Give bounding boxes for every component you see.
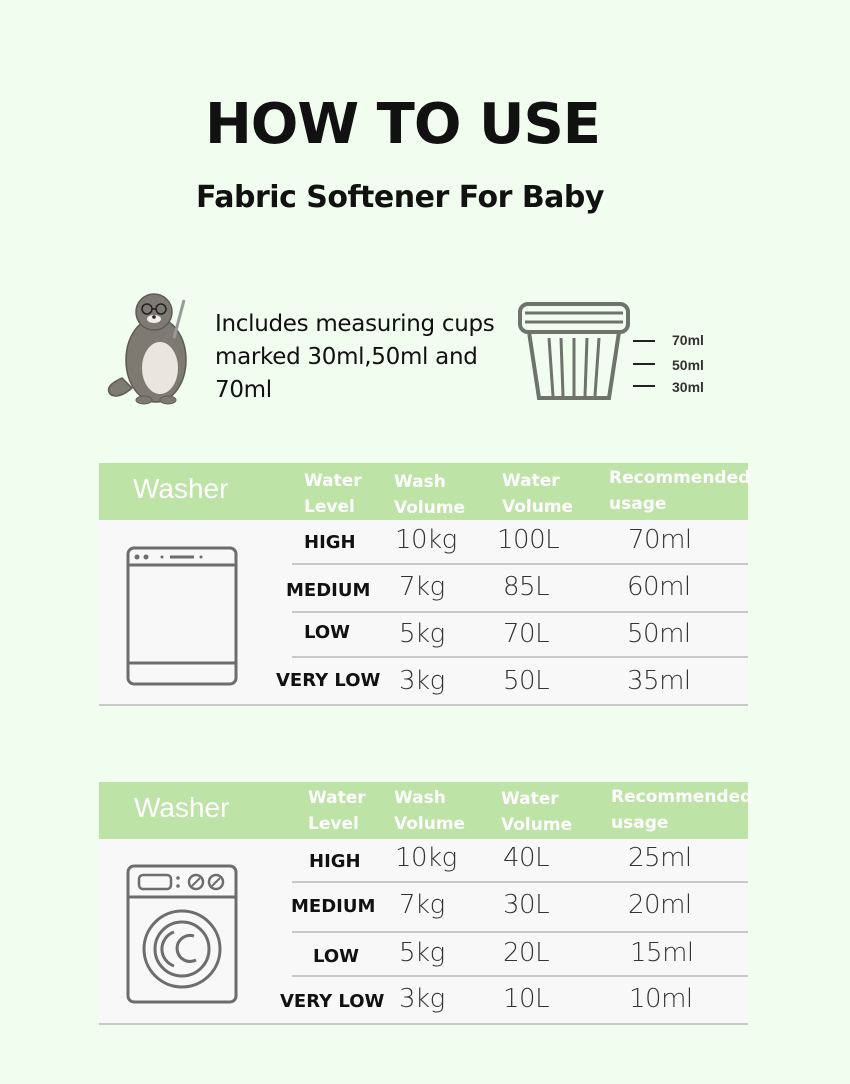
header-wash-volume: Wash Volume <box>394 788 466 834</box>
front-loader-usage-table <box>99 782 753 1027</box>
measuring-cup-icon <box>515 298 660 408</box>
row-water: 10L <box>503 984 550 1014</box>
row-wash: 5kg <box>399 938 445 968</box>
row-usage: 20ml <box>628 890 692 920</box>
measuring-cup-description: Includes measuring cups marked 30ml,50ml and 70ml <box>215 311 495 403</box>
row-water: 30L <box>503 890 550 920</box>
row-wash: 7kg <box>399 890 445 920</box>
row-level: VERY LOW <box>280 991 385 1012</box>
row-usage: 25ml <box>628 843 692 873</box>
row-water: 20L <box>503 938 550 968</box>
row-usage: 50ml <box>627 619 691 649</box>
table-header <box>99 463 751 520</box>
row-wash: 3kg <box>399 666 445 696</box>
row-wash: 7kg <box>399 572 445 602</box>
row-level: VERY LOW <box>276 670 381 691</box>
front-loader-washer-icon <box>126 864 238 1004</box>
header-washer: Washer <box>134 792 230 823</box>
row-level: LOW <box>304 622 350 643</box>
row-usage: 15ml <box>630 938 694 968</box>
table-body <box>99 520 748 706</box>
top-loader-washer-icon <box>126 546 238 686</box>
row-water: 100L <box>497 525 560 555</box>
header-recommended-usage: Recommended usage <box>611 787 753 833</box>
cup-mark-50: 50ml <box>672 357 704 373</box>
cup-mark-70: 70ml <box>672 332 704 348</box>
row-wash: 3kg <box>399 984 445 1014</box>
header-water-level: Water Level <box>304 471 362 517</box>
row-level: HIGH <box>309 851 361 872</box>
row-wash: 10kg <box>395 843 457 873</box>
page-title: HOW TO USE <box>204 92 601 157</box>
header-washer: Washer <box>133 473 229 504</box>
row-usage: 70ml <box>628 525 692 555</box>
row-water: 70L <box>503 619 550 649</box>
header-water-level: Water Level <box>308 788 366 834</box>
header-water-volume: Water Volume <box>502 471 574 517</box>
top-loader-usage-table <box>99 463 751 708</box>
row-level: HIGH <box>304 532 356 553</box>
header-wash-volume: Wash Volume <box>394 472 466 518</box>
cup-mark-30: 30ml <box>672 379 704 395</box>
page-subtitle: Fabric Softener For Baby <box>196 180 604 215</box>
row-level: MEDIUM <box>291 896 376 917</box>
row-water: 50L <box>503 666 550 696</box>
header-recommended-usage: Recommended usage <box>609 468 751 514</box>
row-usage: 10ml <box>629 984 693 1014</box>
row-usage: 35ml <box>627 666 691 696</box>
row-level: LOW <box>313 946 359 967</box>
row-water: 40L <box>503 843 550 873</box>
table-body <box>99 839 748 1025</box>
row-wash: 10kg <box>395 525 457 555</box>
row-wash: 5kg <box>399 619 445 649</box>
row-water: 85L <box>503 572 550 602</box>
table-header <box>99 782 753 839</box>
otter-mascot-icon <box>104 288 199 408</box>
row-usage: 60ml <box>627 572 691 602</box>
header-water-volume: Water Volume <box>501 789 573 835</box>
row-level: MEDIUM <box>286 580 371 601</box>
